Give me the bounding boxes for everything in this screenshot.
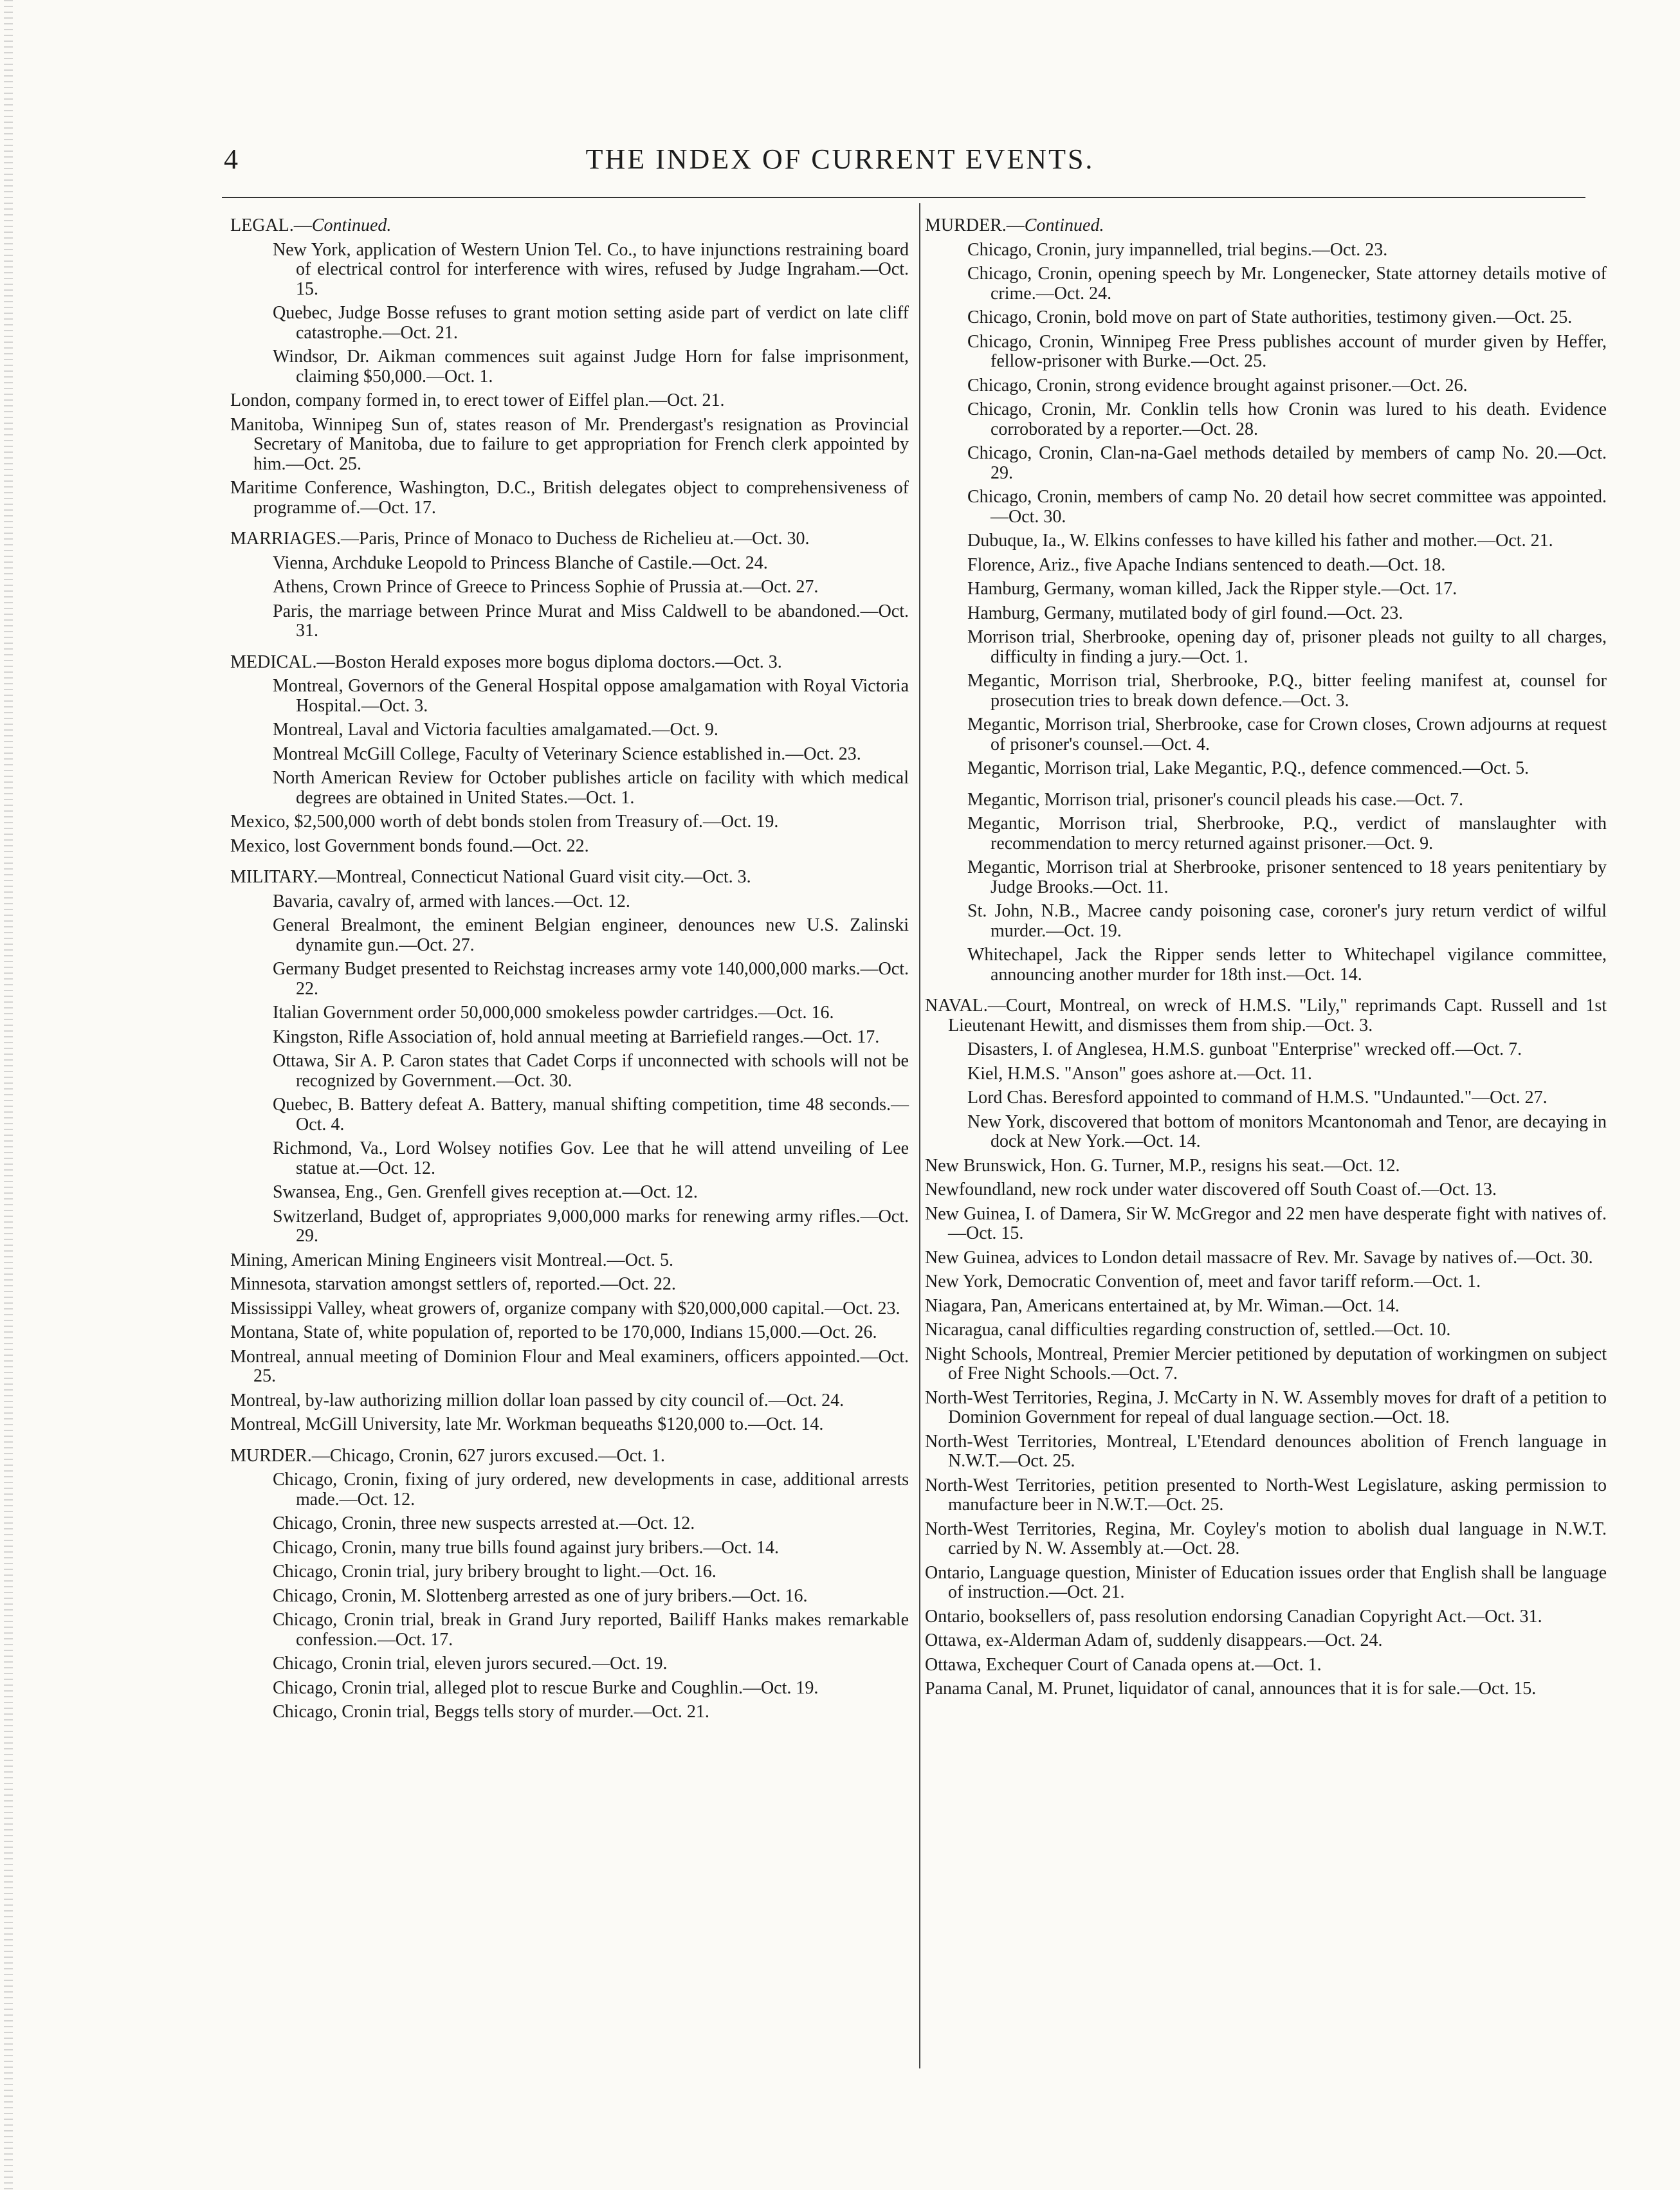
index-subentry: Megantic, Morrison trial, prisoner's council pleads his case.—Oct. 7. bbox=[967, 789, 1463, 810]
left-entry-list bbox=[230, 241, 909, 1722]
index-entry: North-West Territories, petition presented to North-West Legislature, asking permission to manufacture beer in N.W.T.—Oct. 25. bbox=[925, 1475, 1607, 1515]
continued-label: Continued. bbox=[1024, 215, 1104, 235]
index-subentry: General Brealmont, the eminent Belgian engineer, denounces new U.S. Zalinski dynamite gun.—Oct. 27. bbox=[273, 915, 909, 955]
index-entry: Niagara, Pan, Americans entertained at, by Mr. Wiman.—Oct. 14. bbox=[925, 1295, 1400, 1316]
index-entry: Ottawa, ex-Alderman Adam of, suddenly disappears.—Oct. 24. bbox=[925, 1630, 1383, 1650]
index-entry: Mexico, lost Government bonds found.—Oct. 22. bbox=[230, 835, 589, 856]
index-subentry: Richmond, Va., Lord Wolsey notifies Gov. Lee that he will attend unveiling of Lee statue at.—Oct. 12. bbox=[273, 1138, 909, 1178]
index-entry: London, company formed in, to erect tower of Eiffel plan.—Oct. 21. bbox=[230, 390, 725, 410]
index-subentry: Athens, Crown Prince of Greece to Princess Sophie of Prussia at.—Oct. 27. bbox=[273, 577, 819, 597]
index-subentry: Megantic, Morrison trial at Sherbrooke, prisoner sentenced to 18 years penitentiary by Judge Brooks.—Oct. 11. bbox=[967, 857, 1607, 897]
index-entry: Mexico, $2,500,000 worth of debt bonds stolen from Treasury of.—Oct. 19. bbox=[230, 812, 779, 832]
index-subentry: Vienna, Archduke Leopold to Princess Blanche of Castile.—Oct. 24. bbox=[273, 552, 768, 573]
index-entry: Newfoundland, new rock under water discovered off South Coast of.—Oct. 13. bbox=[925, 1180, 1497, 1200]
index-subentry: Megantic, Morrison trial, Sherbrooke, case for Crown closes, Crown adjourns at request of prisoner's counsel.—Oct. 4. bbox=[967, 715, 1607, 754]
right-entry-list bbox=[925, 241, 1607, 1699]
index-subentry: Windsor, Dr. Aikman commences suit against Judge Horn for false imprisonment, claiming $50,000.—Oct. 1. bbox=[273, 347, 909, 387]
index-subentry: Megantic, Morrison trial, Sherbrooke, P.Q., verdict of manslaughter with recommendation to mercy returned against prisoner.—Oct. 9. bbox=[967, 814, 1607, 853]
index-entry: New Guinea, I. of Damera, Sir W. McGregor and 22 men have desperate fight with natives of.—Oct. 15. bbox=[925, 1203, 1607, 1243]
index-entry: MURDER.—Chicago, Cronin, 627 jurors excused.—Oct. 1. bbox=[230, 1445, 665, 1466]
index-entry: Manitoba, Winnipeg Sun of, states reason of Mr. Prendergast's resignation as Provincial Secretary of Manitoba, due to failure to get appropriation for French clerk appointed by him.—Oct. 25. bbox=[230, 414, 909, 474]
index-subentry: Switzerland, Budget of, appropriates 9,000,000 marks for renewing army rifles.—Oct. 29. bbox=[273, 1206, 909, 1246]
index-entry: Montreal, McGill University, late Mr. Workman bequeaths $120,000 to.—Oct. 14. bbox=[230, 1414, 824, 1434]
index-entry: New York, Democratic Convention of, meet and favor tariff reform.—Oct. 1. bbox=[925, 1272, 1481, 1291]
index-entry: Ontario, Language question, Minister of Education issues order that English shall be language of instruction.—Oct. 21. bbox=[925, 1562, 1607, 1602]
index-entry: New Brunswick, Hon. G. Turner, M.P., resigns his seat.—Oct. 12. bbox=[925, 1155, 1400, 1176]
index-entry: Mining, American Mining Engineers visit Montreal.—Oct. 5. bbox=[230, 1250, 674, 1270]
index-entry: MEDICAL.—Boston Herald exposes more bogus diploma doctors.—Oct. 3. bbox=[230, 652, 782, 672]
index-subentry: Megantic, Morrison trial, Lake Megantic, P.Q., defence commenced.—Oct. 5. bbox=[967, 758, 1529, 778]
index-subentry: St. John, N.B., Macree candy poisoning case, coroner's jury return verdict of wilful murder.—Oct. 19. bbox=[967, 901, 1607, 941]
index-entry: Montreal, annual meeting of Dominion Flour and Meal examiners, officers appointed.—Oct. 25. bbox=[230, 1346, 909, 1386]
index-entry: Ottawa, Exchequer Court of Canada opens at.—Oct. 1. bbox=[925, 1654, 1322, 1675]
index-subentry: Chicago, Cronin, Winnipeg Free Press publishes account of murder given by Heffer, fellow-prisoner with Burke.—Oct. 25. bbox=[967, 331, 1607, 371]
index-subentry: Chicago, Cronin, opening speech by Mr. Longenecker, State attorney details motive of crime.—Oct. 24. bbox=[967, 264, 1607, 304]
index-subentry: Megantic, Morrison trial, Sherbrooke, P.Q., bitter feeling manifest at, counsel for prosecution tries to break down defence.—Oct. 3. bbox=[967, 671, 1607, 711]
index-subentry: Quebec, Judge Bosse refuses to grant motion setting aside part of verdict on late cliff catastrophe.—Oct. 21. bbox=[273, 303, 909, 343]
index-subentry: Swansea, Eng., Gen. Grenfell gives reception at.—Oct. 12. bbox=[273, 1182, 698, 1202]
index-entry: Montreal, by-law authorizing million dollar loan passed by city council of.—Oct. 24. bbox=[230, 1390, 845, 1410]
index-subentry: Chicago, Cronin, jury impannelled, trial begins.—Oct. 23. bbox=[967, 239, 1388, 260]
index-subentry: Hamburg, Germany, woman killed, Jack the Ripper style.—Oct. 17. bbox=[967, 579, 1457, 599]
index-subentry: Ottawa, Sir A. P. Caron states that Cadet Corps if unconnected with schools will not be recognized by Government.—Oct. 30. bbox=[273, 1051, 909, 1091]
index-subentry: Florence, Ariz., five Apache Indians sentenced to death.—Oct. 18. bbox=[967, 554, 1446, 575]
continued-heading bbox=[230, 216, 909, 236]
left-column bbox=[230, 216, 909, 1727]
index-subentry: Montreal, Governors of the General Hospital oppose amalgamation with Royal Victoria Hospital.—Oct. 3. bbox=[273, 676, 909, 716]
index-subentry: North American Review for October publishes article on facility with which medical degrees are obtained in United States.—Oct. 1. bbox=[273, 768, 909, 808]
continued-heading-label: MURDER.— bbox=[925, 215, 1025, 235]
index-subentry: Paris, the marriage between Prince Murat and Miss Caldwell to be abandoned.—Oct. 31. bbox=[273, 601, 909, 641]
index-subentry: Chicago, Cronin, fixing of jury ordered, new developments in case, additional arrests made.—Oct. 12. bbox=[273, 1470, 909, 1510]
index-entry: North-West Territories, Regina, Mr. Coyley's motion to abolish dual language in N.W.T. carried by N. W. Assembly at.—Oct. 28. bbox=[925, 1519, 1607, 1558]
index-subentry: Chicago, Cronin trial, eleven jurors secured.—Oct. 19. bbox=[273, 1654, 668, 1674]
index-subentry: Hamburg, Germany, mutilated body of girl found.—Oct. 23. bbox=[967, 603, 1403, 623]
index-subentry: Chicago, Cronin trial, jury bribery brought to light.—Oct. 16. bbox=[273, 1562, 717, 1582]
index-subentry: Quebec, B. Battery defeat A. Battery, manual shifting competition, time 48 seconds.—Oct. 4. bbox=[273, 1095, 909, 1135]
index-subentry: Disasters, I. of Anglesea, H.M.S. gunboat "Enterprise" wrecked off.—Oct. 7. bbox=[967, 1039, 1522, 1059]
index-entry: Minnesota, starvation amongst settlers of, reported.—Oct. 22. bbox=[230, 1274, 676, 1294]
index-subentry: Kiel, H.M.S. "Anson" goes ashore at.—Oct. 11. bbox=[967, 1063, 1312, 1084]
continued-heading bbox=[925, 216, 1607, 236]
index-entry: New Guinea, advices to London detail massacre of Rev. Mr. Savage by natives of.—Oct. 30. bbox=[925, 1247, 1593, 1268]
index-subentry: Kingston, Rifle Association of, hold annual meeting at Barriefield ranges.—Oct. 17. bbox=[273, 1027, 880, 1047]
index-entry: Nicaragua, canal difficulties regarding construction of, settled.—Oct. 10. bbox=[925, 1320, 1451, 1340]
index-entry: MILITARY.—Montreal, Connecticut National Guard visit city.—Oct. 3. bbox=[230, 867, 751, 887]
index-entry: Maritime Conference, Washington, D.C., British delegates object to comprehensiveness of programme of.—Oct. 17. bbox=[230, 478, 909, 518]
index-subentry: Dubuque, Ia., W. Elkins confesses to have killed his father and mother.—Oct. 21. bbox=[967, 531, 1553, 551]
index-entry: North-West Territories, Regina, J. McCarty in N. W. Assembly moves for draft of a petition to Dominion Government for repeal of dual language section.—Oct. 18. bbox=[925, 1387, 1607, 1427]
index-subentry: Germany Budget presented to Reichstag increases army vote 140,000,000 marks.—Oct. 22. bbox=[273, 959, 909, 999]
index-entry: North-West Territories, Montreal, L'Etendard denounces abolition of French language in N.W.T.—Oct. 25. bbox=[925, 1431, 1607, 1471]
continued-label: Continued. bbox=[311, 215, 392, 235]
index-subentry: Chicago, Cronin, M. Slottenberg arrested as one of jury bribers.—Oct. 16. bbox=[273, 1585, 808, 1606]
index-subentry: New York, discovered that bottom of monitors Mcantonomah and Tenor, are decaying in dock at New York.—Oct. 14. bbox=[967, 1111, 1607, 1151]
index-subentry: Bavaria, cavalry of, armed with lances.—Oct. 12. bbox=[273, 891, 630, 911]
index-subentry: Chicago, Cronin, Mr. Conklin tells how Cronin was lured to his death. Evidence corroborated by a reporter.—Oct. 28. bbox=[967, 399, 1607, 439]
index-subentry: Chicago, Cronin, members of camp No. 20 detail how secret committee was appointed.—Oct. 30. bbox=[967, 487, 1607, 527]
binding-edge-bleed bbox=[4, 0, 13, 2190]
running-head-title: THE INDEX OF CURRENT EVENTS. bbox=[585, 143, 1095, 175]
index-subentry: Chicago, Cronin, three new suspects arrested at.—Oct. 12. bbox=[273, 1513, 695, 1533]
index-subentry: Chicago, Cronin trial, alleged plot to rescue Burke and Coughlin.—Oct. 19. bbox=[273, 1677, 819, 1698]
index-subentry: Chicago, Cronin trial, Beggs tells story of murder.—Oct. 21. bbox=[273, 1702, 709, 1722]
index-subentry: Chicago, Cronin, bold move on part of State authorities, testimony given.—Oct. 25. bbox=[967, 307, 1573, 327]
column-divider bbox=[919, 203, 920, 2068]
index-subentry: Montreal, Laval and Victoria faculties amalgamated.—Oct. 9. bbox=[273, 720, 718, 740]
right-column bbox=[925, 216, 1607, 1704]
index-subentry: Whitechapel, Jack the Ripper sends letter to Whitechapel vigilance committee, announcing another murder for 18th inst.—Oct. 14. bbox=[967, 945, 1607, 985]
index-subentry: Montreal McGill College, Faculty of Veterinary Science established in.—Oct. 23. bbox=[273, 744, 861, 764]
index-entry: Mississippi Valley, wheat growers of, organize company with $20,000,000 capital.—Oct. 23. bbox=[230, 1298, 900, 1319]
index-subentry: Chicago, Cronin, Clan-na-Gael methods detailed by members of camp No. 20.—Oct. 29. bbox=[967, 443, 1607, 483]
index-entry: NAVAL.—Court, Montreal, on wreck of H.M.S. "Lily," reprimands Capt. Russell and 1st Lieutenant Hewitt, and dismisses them from ship.—Oct. 3. bbox=[925, 996, 1607, 1036]
continued-heading-label: LEGAL.— bbox=[230, 215, 312, 235]
index-entry: Panama Canal, M. Prunet, liquidator of canal, announces that it is for sale.—Oct. 15. bbox=[925, 1679, 1537, 1699]
index-entry: MARRIAGES.—Paris, Prince of Monaco to Duchess de Richelieu at.—Oct. 30. bbox=[230, 529, 810, 549]
index-subentry: Chicago, Cronin, many true bills found against jury bribers.—Oct. 14. bbox=[273, 1537, 779, 1558]
index-subentry: New York, application of Western Union Tel. Co., to have injunctions restraining board of electrical control for interference with wires, refused by Judge Ingraham.—Oct. 15. bbox=[273, 239, 909, 299]
index-entry: Ontario, booksellers of, pass resolution endorsing Canadian Copyright Act.—Oct. 31. bbox=[925, 1606, 1542, 1627]
index-subentry: Chicago, Cronin trial, break in Grand Jury reported, Bailiff Hanks makes remarkable confession.—Oct. 17. bbox=[273, 1610, 909, 1650]
header-rule bbox=[222, 197, 1585, 198]
index-subentry: Morrison trial, Sherbrooke, opening day of, prisoner pleads not guilty to all charges, difficulty in finding a jury.—Oct. 1. bbox=[967, 627, 1607, 667]
index-entry: Montana, State of, white population of, reported to be 170,000, Indians 15,000.—Oct. 26. bbox=[230, 1322, 877, 1342]
index-subentry: Chicago, Cronin, strong evidence brought against prisoner.—Oct. 26. bbox=[967, 375, 1468, 396]
page-number: 4 bbox=[224, 143, 238, 175]
index-entry: Night Schools, Montreal, Premier Mercier petitioned by deputation of workingmen on subject of Free Night Schools.—Oct. 7. bbox=[925, 1344, 1607, 1383]
index-subentry: Lord Chas. Beresford appointed to command of H.M.S. "Undaunted."—Oct. 27. bbox=[967, 1088, 1548, 1108]
index-subentry: Italian Government order 50,000,000 smokeless powder cartridges.—Oct. 16. bbox=[273, 1003, 834, 1023]
